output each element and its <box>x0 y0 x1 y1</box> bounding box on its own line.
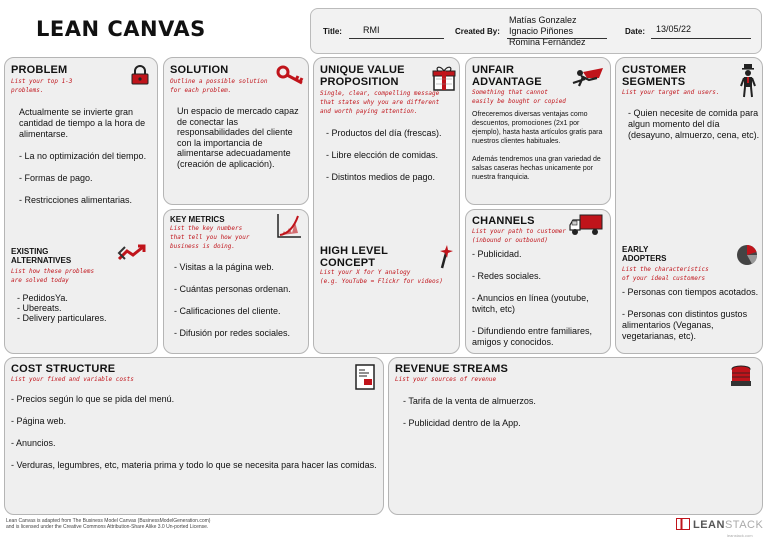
list-item: - Difusión por redes sociales. <box>174 328 291 338</box>
growth-chart-icon <box>276 213 302 239</box>
early-adopters-content[interactable] <box>622 287 762 353</box>
gift-icon <box>432 65 456 91</box>
paragraph: Además tendremos una gran variedad de salsas caseras hechas unicamente por nuestra franquicia. <box>472 156 601 181</box>
uvp-hint: Single, clear, compelling message that states why you are different and worth paying attention. <box>320 90 440 115</box>
list-item: - Quien necesite de comida para algun momento del día (desayuno, almuerzo, cena, etc). <box>628 108 760 140</box>
money-stack-icon <box>729 364 753 388</box>
created-by-name[interactable]: Matías Gonzalez <box>509 15 577 25</box>
list-item: - Anuncios en línea (youtube, twitch, etc) <box>472 293 589 314</box>
created-by-name[interactable]: Romina Fernández <box>509 37 586 47</box>
solution-heading: SOLUTION <box>170 64 229 76</box>
list-item: - Calificaciones del cliente. <box>174 306 281 316</box>
list-item: - Redes sociales. <box>472 271 542 281</box>
high-level-concept-hint: List your X for Y analogy (e.g. YouTube = Flickr for videos) <box>320 269 443 285</box>
key-metrics-content[interactable] <box>174 262 309 350</box>
list-item: - Publicidad. <box>472 249 522 259</box>
invoice-icon <box>355 364 375 390</box>
unfair-advantage-heading: UNFAIR ADVANTAGE <box>472 64 542 88</box>
channels-content[interactable] <box>472 249 608 354</box>
list-item: - Difundiendo entre familiares, amigos y conocidos. <box>472 326 593 347</box>
magic-wand-icon <box>436 243 456 269</box>
early-adopters-heading: EARLY ADOPTERS <box>622 245 667 263</box>
padlock-icon <box>131 65 149 85</box>
solution-hint: Outline a possible solution for each problem. <box>170 78 268 94</box>
date-value[interactable]: 13/05/22 <box>656 24 692 34</box>
revenue-streams-heading: REVENUE STREAMS <box>395 363 509 375</box>
revenue-streams-hint: List your sources of revenue <box>395 376 497 383</box>
list-item: - Personas con tiempos acotados. <box>622 287 759 297</box>
arrows-icon <box>117 243 149 265</box>
customer-segments-content[interactable] <box>628 108 762 152</box>
list-item: - Libre elección de comidas. <box>326 150 439 160</box>
list-item: - PedidosYa. <box>17 293 68 303</box>
leanstack-url: leanstack.com <box>727 533 753 538</box>
customer-segments-box <box>615 57 763 354</box>
key-icon <box>276 64 306 86</box>
problem-content[interactable] <box>19 107 155 217</box>
page-title: LEAN CANVAS <box>36 17 206 41</box>
title-underline <box>349 38 444 39</box>
customer-segments-hint: List your target and users. <box>622 89 720 96</box>
list-item: - Precios según lo que se pida del menú. <box>11 394 175 404</box>
key-metrics-heading: KEY METRICS <box>170 215 225 224</box>
cost-structure-content[interactable] <box>11 394 377 482</box>
revenue-streams-content[interactable] <box>403 396 753 440</box>
date-underline <box>651 38 751 39</box>
list-item: - Restricciones alimentarias. <box>19 195 133 205</box>
person-icon <box>740 64 756 98</box>
list-item: - La no optimización del tiempo. <box>19 151 147 161</box>
cost-structure-hint: List your fixed and variable costs <box>11 376 134 383</box>
header-box <box>310 8 762 54</box>
title-label: Title: <box>323 27 342 36</box>
truck-icon <box>568 213 604 237</box>
leanstack-logo-icon <box>676 518 690 530</box>
list-item: - Formas de pago. <box>19 173 93 183</box>
unfair-advantage-hint: Something that cannot easily be bought or copied <box>472 89 566 105</box>
list-item: - Delivery particulares. <box>17 313 107 323</box>
problem-hint: List your top 1-3 problems. <box>11 78 73 94</box>
revenue-streams-box <box>388 357 763 515</box>
list-item: - Productos del día (frescas). <box>326 128 442 138</box>
list-item: - Personas con distintos gustos alimentarios (Veganas, vegetarianas, etc). <box>622 309 748 341</box>
created-by-name[interactable]: Ignacio Piñones <box>509 26 574 36</box>
channels-box <box>465 209 611 354</box>
list-item: - Publicidad dentro de la App. <box>403 418 521 428</box>
created-by-label: Created By: <box>455 27 500 36</box>
date-label: Date: <box>625 27 646 36</box>
customer-segments-heading: CUSTOMER SEGMENTS <box>622 64 687 88</box>
problem-heading: PROBLEM <box>11 64 68 76</box>
existing-alternatives-heading: EXISTING ALTERNATIVES <box>11 247 72 265</box>
cost-structure-box <box>4 357 384 515</box>
superhero-icon <box>569 66 605 88</box>
list-item: Actualmente se invierte gran cantidad de tiempo a la hora de alimentarse. <box>19 107 146 139</box>
uvp-heading: UNIQUE VALUE PROPOSITION <box>320 64 405 88</box>
solution-content[interactable]: Un espacio de mercado capaz de conectar las responsabilidades del cliente con la importancia de alimentarse adecuadamente (creación de aplicación). <box>177 106 299 169</box>
list-item: - Anuncios. <box>11 438 56 448</box>
created-underline <box>507 38 607 39</box>
solution-box <box>163 57 309 205</box>
list-item: - Cuántas personas ordenan. <box>174 284 291 294</box>
title-value[interactable]: RMI <box>363 25 380 35</box>
channels-heading: CHANNELS <box>472 215 535 227</box>
unfair-advantage-box <box>465 57 611 205</box>
leanstack-logo[interactable]: LEANSTACK <box>676 518 763 531</box>
pie-chart-icon <box>736 244 758 266</box>
list-item: - Página web. <box>11 416 67 426</box>
uvp-box <box>313 57 460 354</box>
paragraph: Ofreceremos diversas ventajas como descuentos, promociones (2x1 por ejemplo), hasta hasta artículos gratis para nuestros clientes habituales. <box>472 111 603 145</box>
license-text: Lean Canvas is adapted from The Business Model Canvas (BusinessModelGeneration.com) and is licensed under the Creative Commons Attribution-Share Alike 3.0 Un-ported License. <box>6 518 211 530</box>
existing-alternatives-hint: List how these problems are solved today <box>11 268 95 284</box>
high-level-concept-heading: HIGH LEVEL CONCEPT <box>320 245 389 269</box>
channels-hint: List your path to customer (inbound or outbound) <box>472 228 566 244</box>
list-item: - Distintos medios de pago. <box>326 172 436 182</box>
unfair-advantage-content[interactable] <box>472 110 604 182</box>
list-item: - Visitas a la página web. <box>174 262 274 272</box>
key-metrics-hint: List the key numbers that tell you how your business is doing. <box>170 225 250 250</box>
cost-structure-heading: COST STRUCTURE <box>11 363 116 375</box>
uvp-content[interactable] <box>326 128 456 194</box>
early-adopters-hint: List the characteristics of your ideal customers <box>622 266 709 282</box>
key-metrics-box <box>163 209 309 354</box>
list-item: - Verduras, legumbres, etc, materia prima y todo lo que se necesita para hacer las comidas. <box>11 460 377 470</box>
existing-alternatives-content[interactable] <box>17 293 155 323</box>
list-item: - Ubereats. <box>17 303 62 313</box>
list-item: - Tarifa de la venta de almuerzos. <box>403 396 536 406</box>
problem-box <box>4 57 158 354</box>
